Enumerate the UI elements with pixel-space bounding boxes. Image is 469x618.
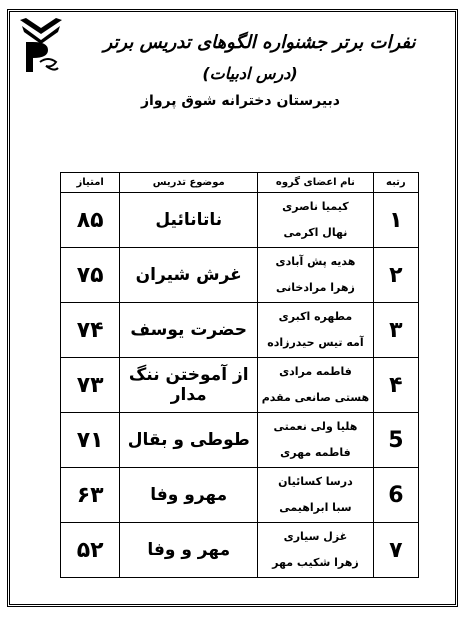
score-cell: ۷۱ (61, 413, 120, 468)
results-table (60, 172, 419, 578)
table-row (61, 303, 419, 358)
members-cell (258, 358, 374, 413)
rank-cell: ۷ (373, 523, 418, 578)
topic-cell: مهر و وفا (120, 523, 258, 578)
rank-cell: ۳ (373, 303, 418, 358)
members-cell (258, 413, 374, 468)
member-name: درسا کسائیان (278, 475, 353, 488)
members-cell (258, 303, 374, 358)
topic-cell: ناتانائیل (120, 193, 258, 248)
page-title: نفرات برتر جشنواره الگوهای تدریس برتر (103, 32, 416, 53)
member-name: فاطمه مهری (280, 446, 351, 459)
column-header-rank: رتبه (373, 173, 418, 193)
member-name: هستی صانعی مقدم (261, 391, 370, 404)
member-name: فاطمه مرادی (279, 365, 352, 378)
column-header-members: نام اعضای گروه (258, 173, 374, 193)
member-name: مطهره اکبری (278, 310, 353, 323)
table-row (61, 248, 419, 303)
member-name: آمه تیس حیدرزاده (267, 336, 364, 349)
table-row (61, 523, 419, 578)
member-name: زهرا شکیب مهر (272, 556, 359, 569)
score-cell: ۷۵ (61, 248, 120, 303)
rank-cell: ۴ (373, 358, 418, 413)
score-cell: ۷۴ (61, 303, 120, 358)
members-cell (258, 248, 374, 303)
member-name: نهال اکرمی (283, 226, 348, 239)
school-logo-icon (18, 16, 64, 78)
members-cell (258, 523, 374, 578)
topic-cell: غرش شیران (120, 248, 258, 303)
score-cell: ۶۳ (61, 468, 120, 523)
topic-cell: حضرت یوسف (120, 303, 258, 358)
members-cell (258, 468, 374, 523)
topic-cell: طوطی و بقال (120, 413, 258, 468)
rank-cell: 6 (373, 468, 418, 523)
page-subtitle: (درس ادبیات) (202, 64, 298, 83)
table-header-row (61, 173, 419, 193)
topic-cell: از آموختن ننگ مدار (120, 358, 258, 413)
column-header-score: امتیاز (61, 173, 120, 193)
member-name: هلیا ولی نعمتی (273, 420, 358, 433)
score-cell: ۵۲ (61, 523, 120, 578)
member-name: زهرا مرادخانی (276, 281, 355, 294)
rank-cell: 5 (373, 413, 418, 468)
members-cell (258, 193, 374, 248)
member-name: کیمیا ناصری (282, 200, 349, 213)
column-header-topic: موضوع تدریس (120, 173, 258, 193)
school-name: دبیرستان دخترانه شوق پرواز (140, 93, 340, 109)
table-row (61, 358, 419, 413)
topic-cell: مهرو وفا (120, 468, 258, 523)
rank-cell: ۲ (373, 248, 418, 303)
member-name: غزل سیاری (283, 530, 348, 543)
rank-cell: ۱ (373, 193, 418, 248)
score-cell: ۷۳ (61, 358, 120, 413)
member-name: سبا ابراهیمی (279, 501, 352, 514)
table-row (61, 193, 419, 248)
table-row (61, 413, 419, 468)
score-cell: ۸۵ (61, 193, 120, 248)
table-row (61, 468, 419, 523)
member-name: هدیه پش آبادی (275, 255, 356, 268)
